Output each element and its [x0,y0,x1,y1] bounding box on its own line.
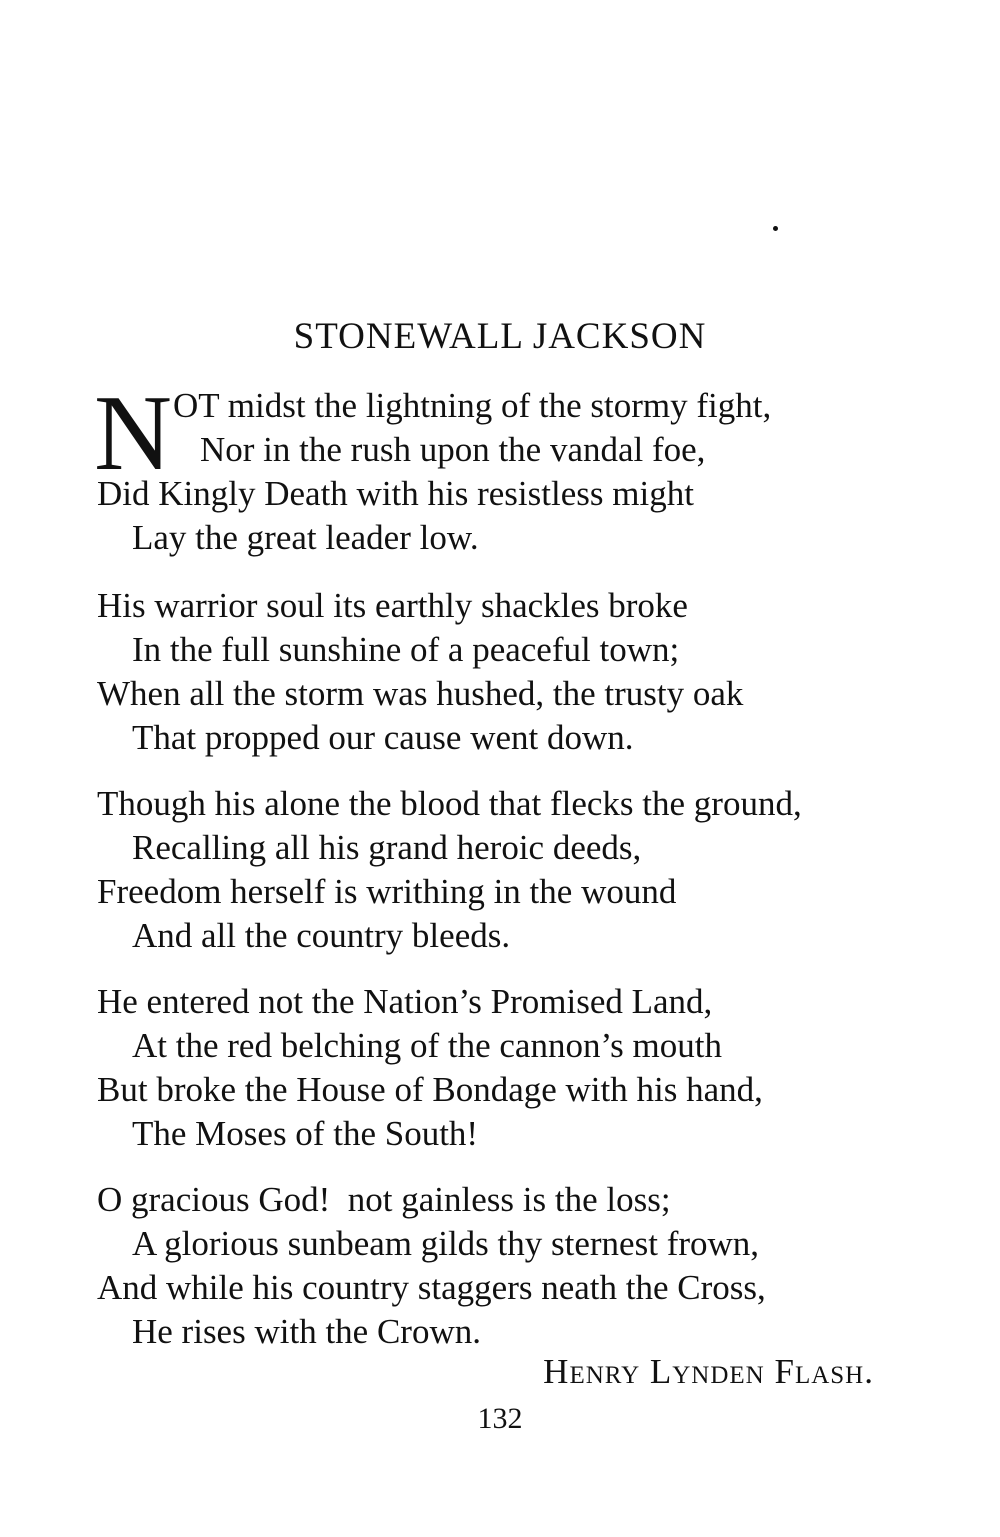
author-attribution: Henry Lynden Flash. [543,1352,874,1391]
page-speck [773,226,778,231]
poem-title: STONEWALL JACKSON [293,316,707,357]
poem-line: He rises with the Crown. [132,1312,481,1351]
poem-line: O gracious God! not gainless is the loss; [97,1180,671,1219]
poem-line: At the red belching of the cannon’s mouth [132,1026,722,1065]
poem-line: Did Kingly Death with his resistless might [97,474,694,513]
poem-line: Freedom herself is writhing in the wound [97,872,677,911]
poem-line: He entered not the Nation’s Promised Land, [97,982,713,1021]
poem-line: In the full sunshine of a peaceful town; [132,630,680,669]
poem-line: And while his country staggers neath the Cross, [97,1268,766,1307]
poem-line: Lay the great leader low. [132,518,479,557]
poem-line: But broke the House of Bondage with his hand, [97,1070,763,1109]
poem-line: Recalling all his grand heroic deeds, [132,828,642,867]
poem-line: Though his alone the blood that flecks the ground, [97,784,802,823]
poem-line: That propped our cause went down. [132,718,634,757]
poem-line: When all the storm was hushed, the trusty oak [97,674,744,713]
drop-cap: N [94,374,172,493]
poem-line: A glorious sunbeam gilds thy sternest frown, [132,1224,760,1263]
poem-line: The Moses of the South! [132,1114,479,1153]
poem-line: His warrior soul its earthly shackles broke [97,586,688,625]
poem-line: And all the country bleeds. [132,916,511,955]
page-number: 132 [477,1402,523,1435]
poem-line: OT midst the lightning of the stormy fight, [173,386,772,425]
poem-line: Nor in the rush upon the vandal foe, [200,430,706,469]
